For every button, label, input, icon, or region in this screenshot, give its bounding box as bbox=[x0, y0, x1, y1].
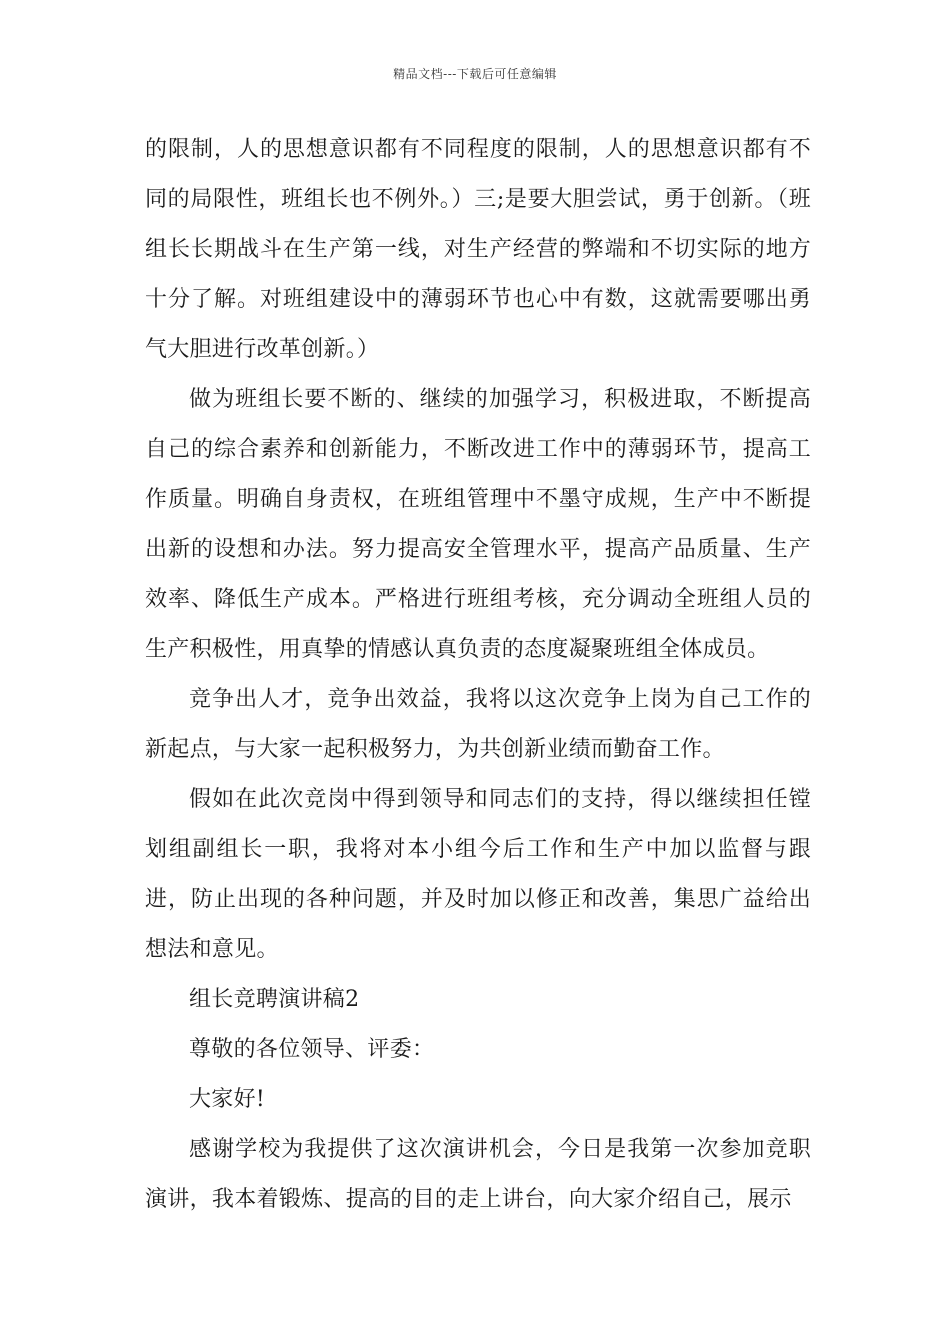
document-body bbox=[145, 125, 811, 1225]
paragraph-team-leader-learning: 做为班组长要不断的、继续的加强学习，积极进取，不断提高自己的综合素养和创新能力，不断改进工作中的薄弱环节，提高工作质量。明确自身责权，在班组管理中不墨守成规，生产中不断提出新的设想和办法。努力提高安全管理水平，提高产品质量、生产效率、降低生产成本。严格进行班组考核，充分调动全班组人员的生产积极性，用真挚的情感认真负责的态度凝聚班组全体成员。 bbox=[145, 387, 811, 662]
paragraph-thanks: 感谢学校为我提供了这次演讲机会，今日是我第一次参加竞职演讲，我本着锻炼、提高的目的走上讲台，向大家介绍自己，展示 bbox=[145, 1137, 811, 1212]
paragraph-competition: 竞争出人才，竞争出效益，我将以这次竞争上岗为自己工作的新起点，与大家一起积极努力，为共创新业绩而勤奋工作。 bbox=[145, 687, 811, 762]
page-header: 精品文档---下载后可任意编辑 bbox=[393, 67, 557, 81]
salutation: 尊敬的各位领导、评委： bbox=[189, 1037, 435, 1062]
greeting: 大家好! bbox=[189, 1087, 266, 1112]
paragraph-if-selected: 假如在此次竞岗中得到领导和同志们的支持，得以继续担任镗划组副组长一职，我将对本小组今后工作和生产中加以监督与跟进，防止出现的各种问题，并及时加以修正和改善，集思广益给出想法和意见。 bbox=[145, 787, 811, 962]
section-title: 组长竞聘演讲稿2 bbox=[189, 987, 360, 1012]
paragraph-continuation: 的限制，人的思想意识都有不同程度的限制，人的思想意识都有不同的局限性，班组长也不例外。）三;是要大胆尝试，勇于创新。（班组长长期战斗在生产第一线，对生产经营的弊端和不切实际的地方十分了解。对班组建设中的薄弱环节也心中有数，这就需要哪出勇气大胆进行改革创新。） bbox=[145, 137, 811, 362]
